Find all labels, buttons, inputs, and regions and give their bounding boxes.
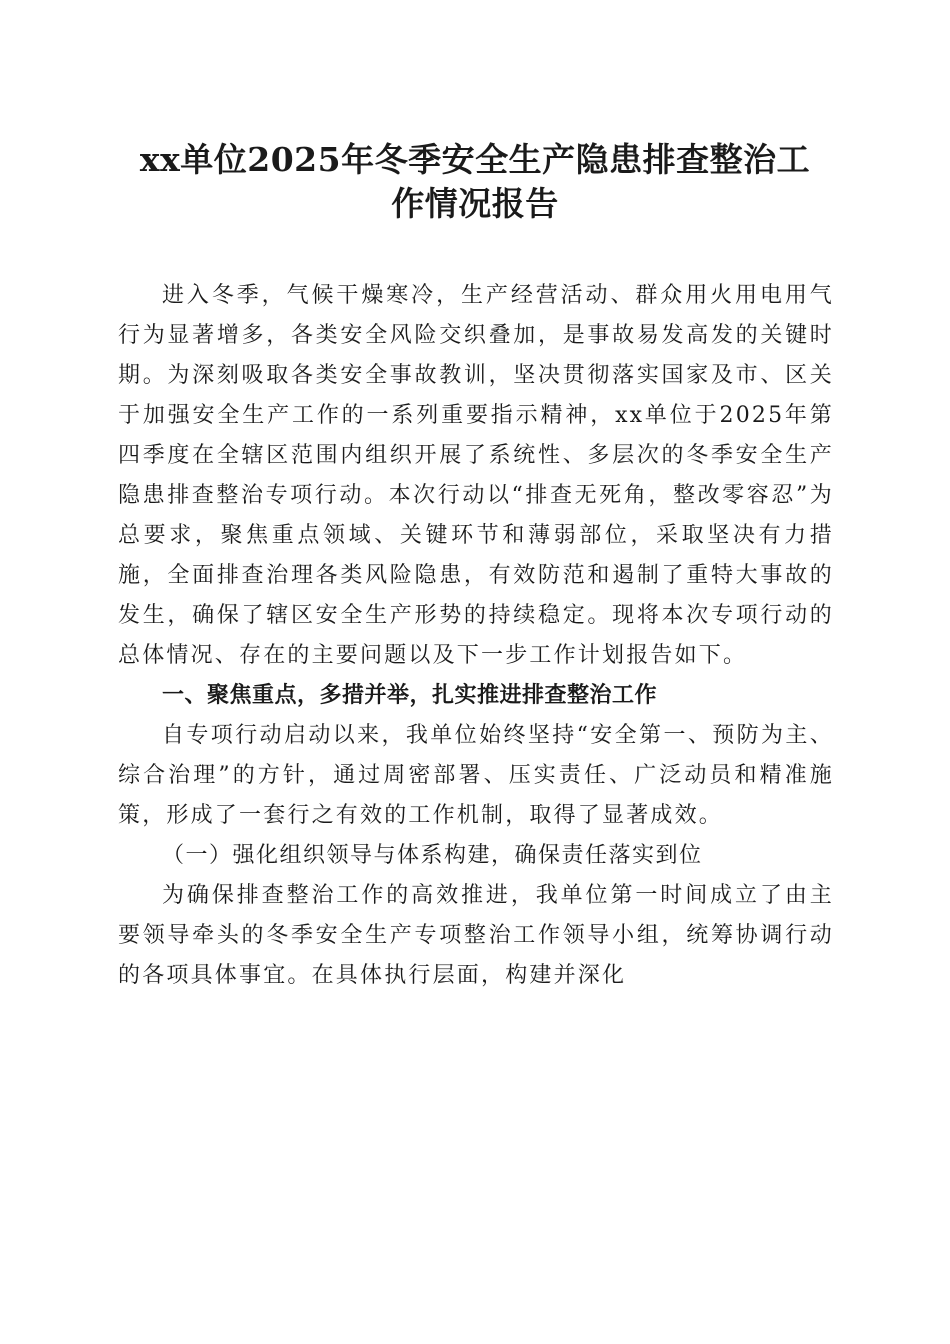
intro-paragraph: 进入冬季，气候干燥寒冷，生产经营活动、群众用火用电用气行为显著增多，各类安全风险交织叠加，是事故易发高发的关键时期。为深刻吸取各类安全事故教训，坚决贯彻落实国家及市、区关于加强安全生产工作的一系列重要指示精神，xx单位于2025年第四季度在全辖区范围内组织开展了系统性、多层次的冬季安全生产隐患排查整治专项行动。本次行动以“排查无死角，整改零容忍”为总要求，聚焦重点领域、关键环节和薄弱部位，采取坚决有力措施，全面排查治理各类风险隐患，有效防范和遏制了重特大事故的发生，确保了辖区安全生产形势的持续稳定。现将本次专项行动的总体情况、存在的主要问题以及下一步工作计划报告如下。 [118, 283, 834, 668]
section-1-paragraph: 自专项行动启动以来，我单位始终坚持“安全第一、预防为主、综合治理”的方针，通过周密部署、压实责任、广泛动员和精准施策，形成了一套行之有效的工作机制，取得了显著成效。 [118, 723, 834, 828]
section-1-heading: 一、聚焦重点，多措并举，扎实推进排查整治工作 [162, 683, 658, 708]
title-line-1: xx单位2025年冬季安全生产隐患排查整治工 [139, 140, 811, 179]
subsection-1-paragraph: 为确保排查整治工作的高效推进，我单位第一时间成立了由主要领导牵头的冬季安全生产专项整治工作领导小组，统筹协调行动的各项具体事宜。在具体执行层面，构建并深化 [118, 883, 834, 988]
document-title [110, 138, 840, 226]
document-body [118, 276, 834, 996]
subsection-1-heading: （一）强化组织领导与体系构建，确保责任落实到位 [162, 843, 703, 868]
title-line-2: 作情况报告 [391, 184, 559, 223]
